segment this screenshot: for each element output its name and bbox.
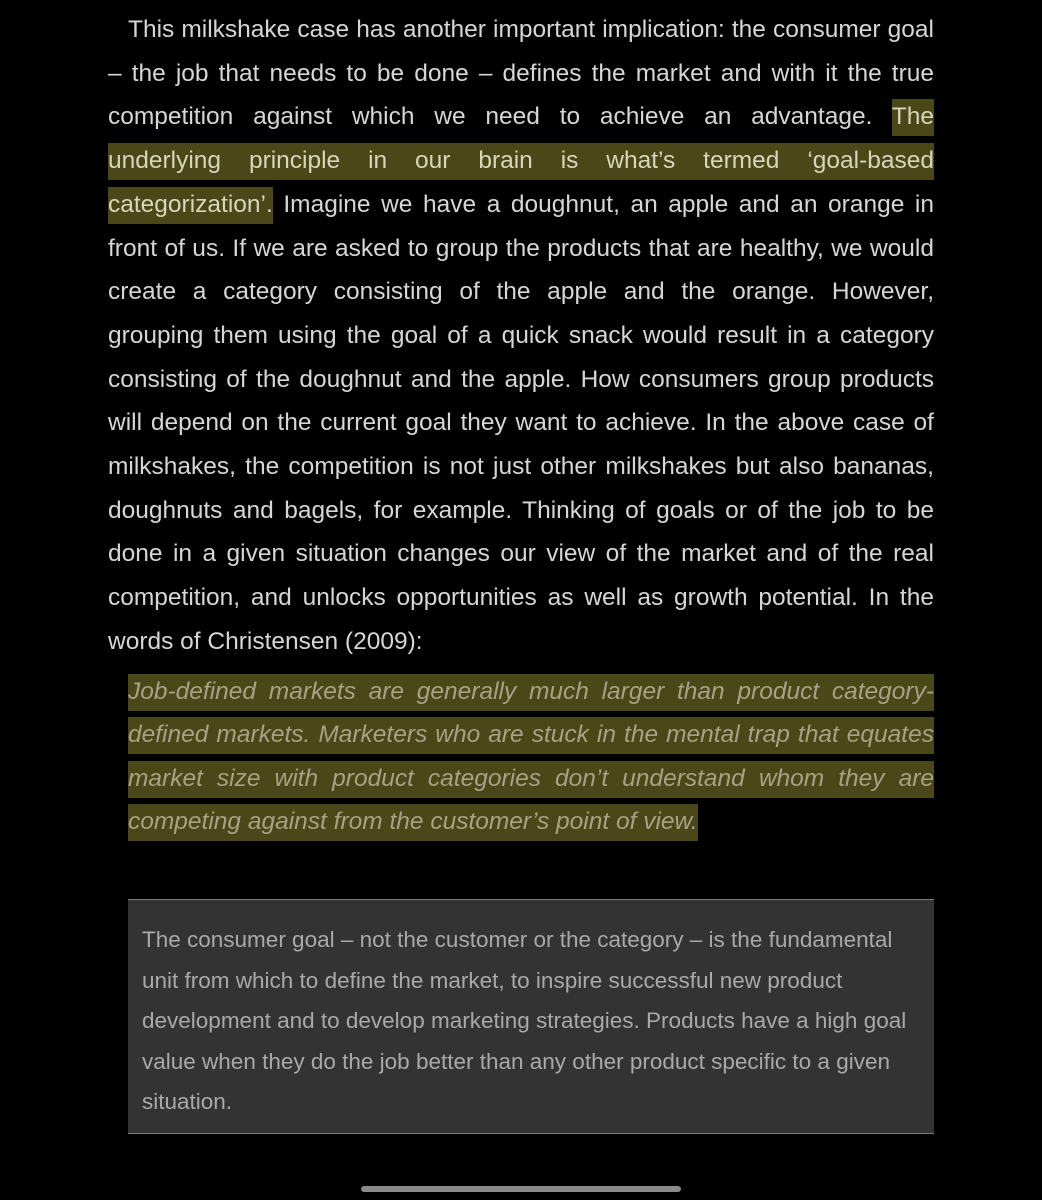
highlighted-text[interactable]: The underlying principle in our brain is what’s termed ‘goal-based categorization’.	[108, 99, 934, 223]
callout-text: The consumer goal – not the customer or the category – is the fundamental unit from which to define the market, to inspire successful new product development and to develop marketing strategies. Products have a high goal value when they do the job better than any other product specific to a given situation.	[142, 927, 907, 1115]
callout-box	[128, 899, 934, 1134]
body-paragraph	[108, 8, 934, 664]
book-page	[108, 8, 934, 844]
block-quote	[128, 670, 934, 844]
paragraph-rest: Imagine we have a doughnut, an apple and an orange in front of us. If we are asked to group the products that are healthy, we would create a category consisting of the apple and the orange. However, grouping them using the goal of a quick snack would result in a category consisting of the doughnut and the apple. How consumers group products will depend on the current goal they want to achieve. In the above case of milkshakes, the competition is not just other milkshakes but also bananas, doughnuts and bagels, for example. Thinking of goals or of the job to be done in a given situation changes our view of the market and of the real competition, and unlocks opportunities as well as growth potential. In the words of Christensen (2009):	[108, 190, 934, 655]
highlighted-quote[interactable]: Job-defined markets are generally much larger than product category-defined markets. Marketers who are stuck in the mental trap that equates market size with product categories don’t understand whom they are competing against from the customer’s point of view.	[128, 674, 934, 842]
home-indicator-bar[interactable]	[361, 1186, 681, 1192]
paragraph-intro: This milkshake case has another important implication: the consumer goal – the job that needs to be done – defines the market and with it the true competition against which we need to achieve an advantage.	[108, 16, 934, 131]
